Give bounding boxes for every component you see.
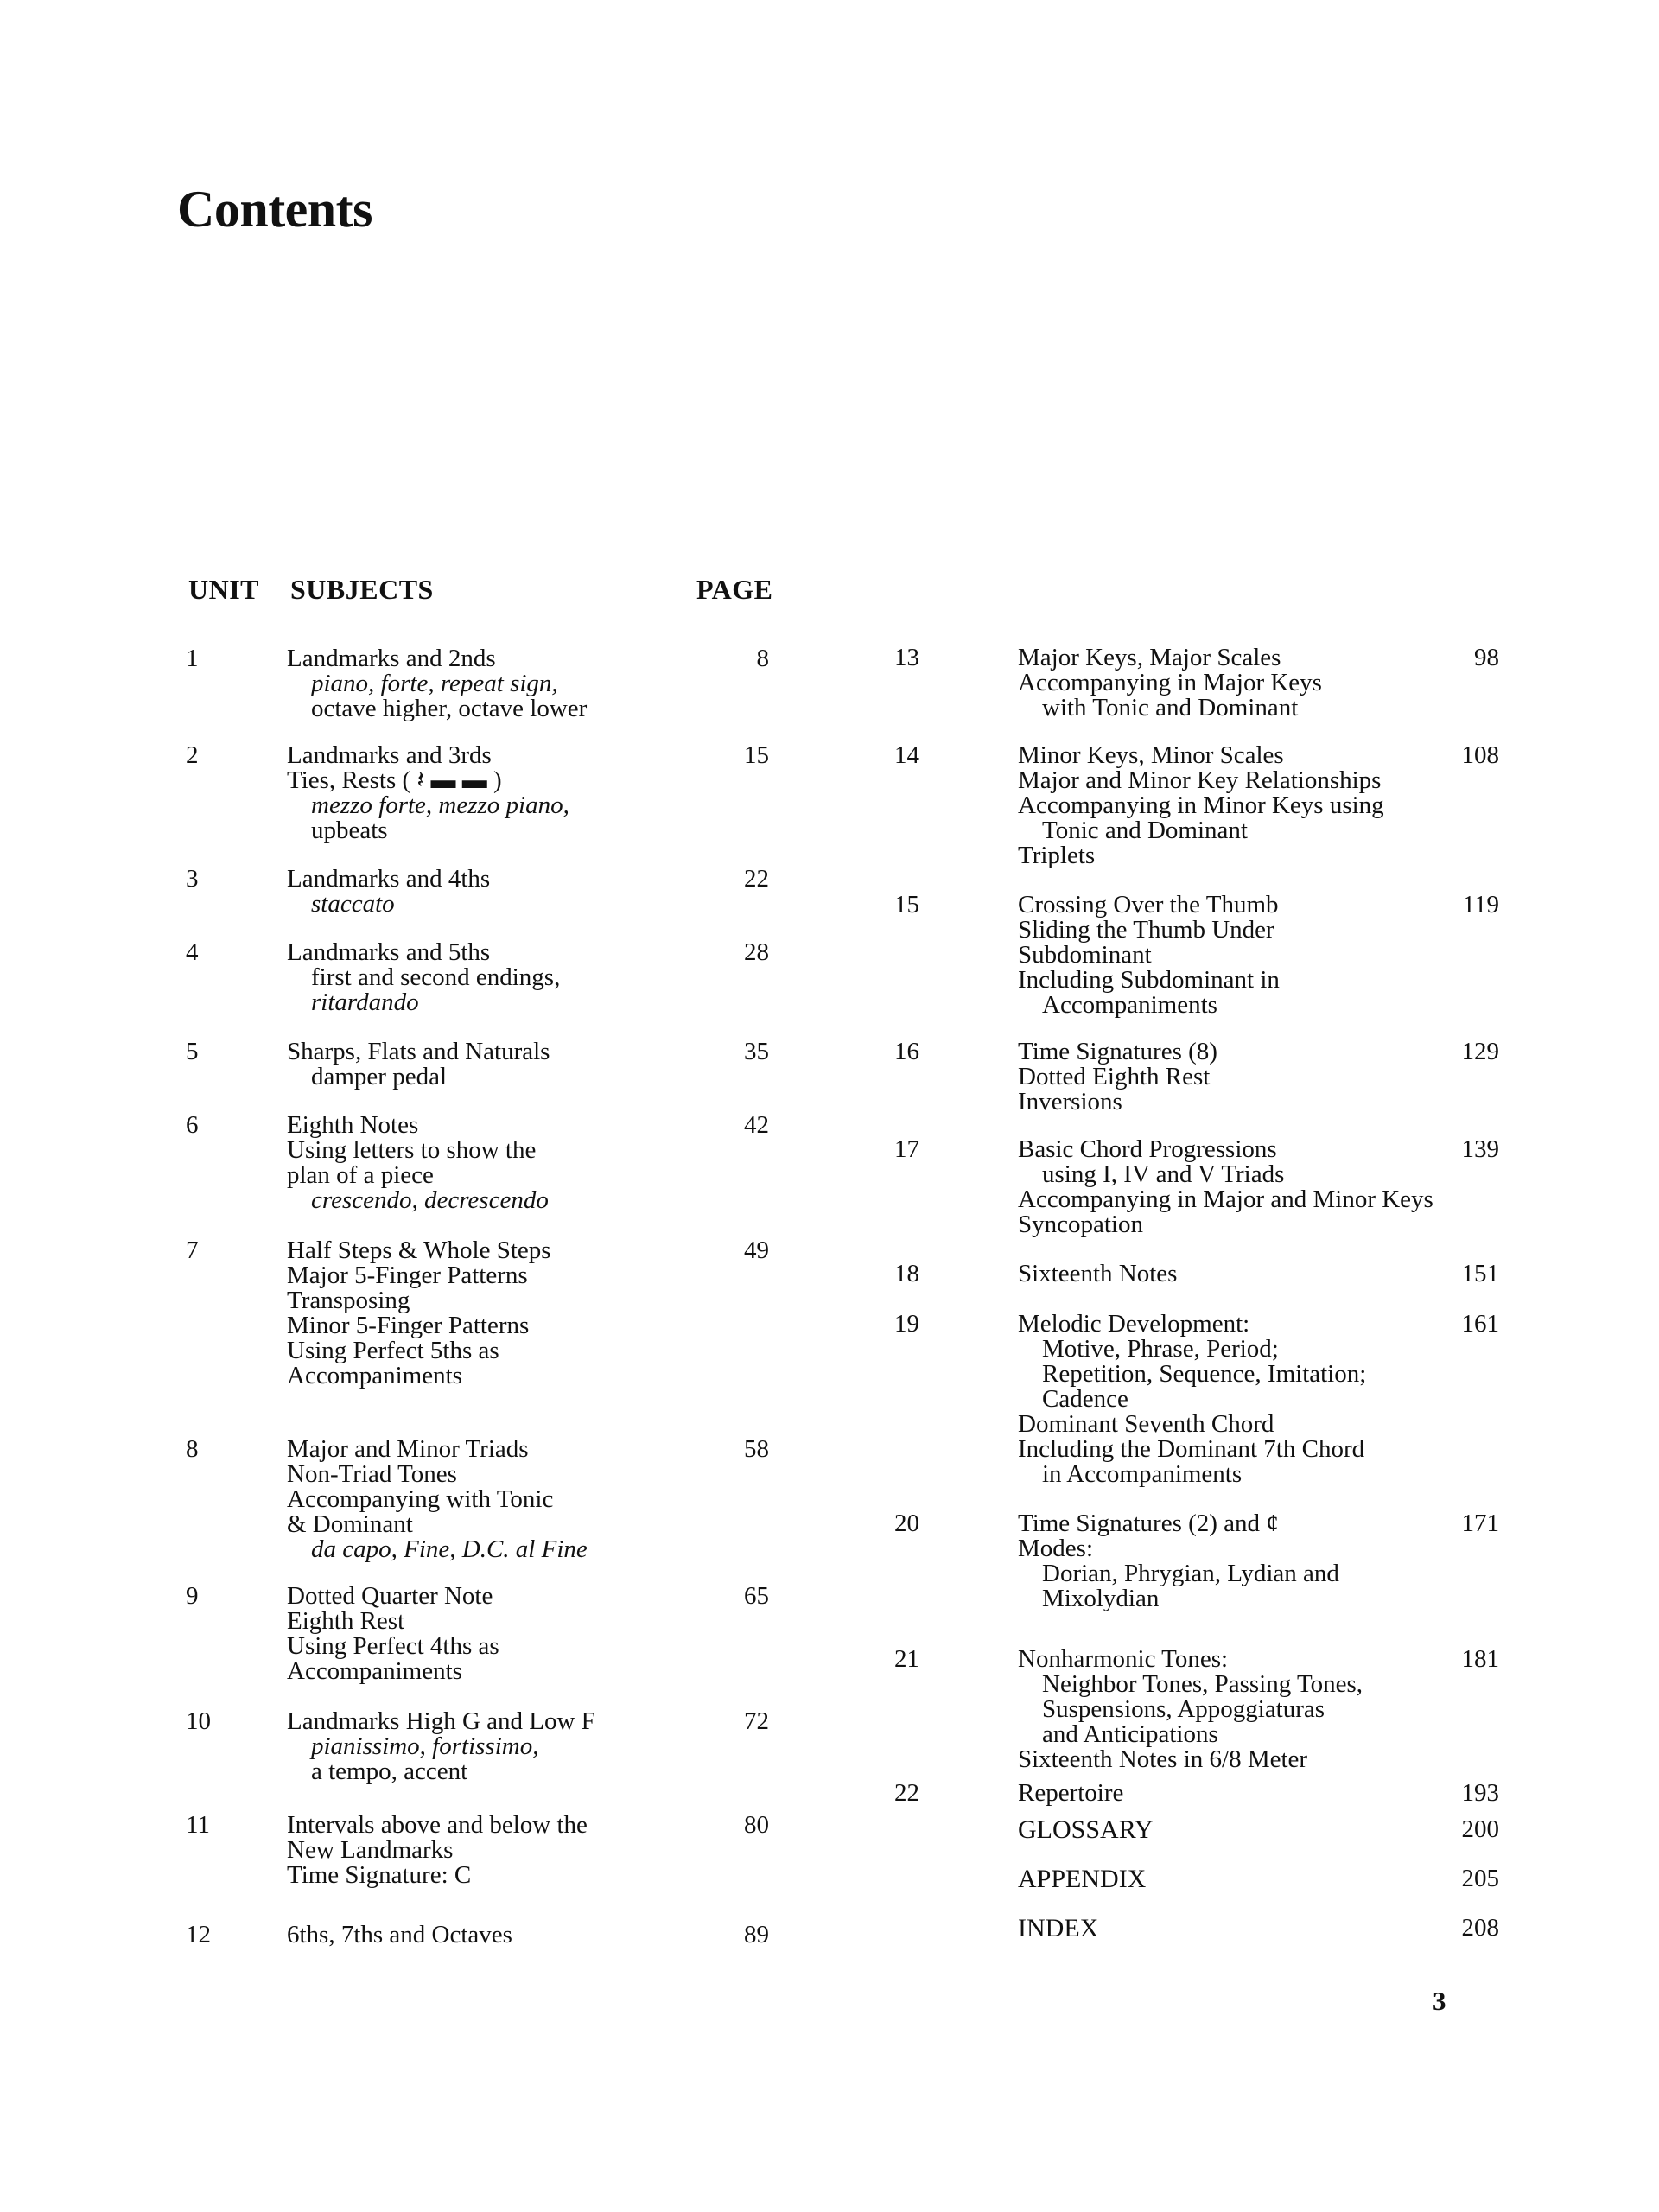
subject-line: Triplets [1018,842,1096,869]
subject-line: Transposing [287,1287,410,1314]
unit-number: 17 [894,1135,919,1163]
page-reference: 98 [1474,644,1499,671]
subject-line: Mixolydian [1042,1585,1160,1612]
toc-entry-subjects [1018,1647,1363,1772]
unit-number: 22 [894,1779,919,1807]
page-reference: 8 [756,645,769,672]
subject-line: pianissimo, fortissimo, [311,1732,539,1760]
subject-line: Using letters to show the [287,1136,537,1164]
subject-line: Accompaniments [287,1362,462,1389]
unit-number: 11 [186,1811,210,1839]
unit-number: 8 [186,1435,199,1463]
subject-line: Intervals above and below the [287,1811,588,1839]
toc-entry-subjects [287,1238,551,1389]
toc-entry-subjects [287,940,560,1015]
unit-number: 19 [894,1310,919,1338]
unit-number: 21 [894,1645,919,1673]
toc-entry-subjects [1018,1137,1433,1237]
subject-line: Sixteenth Notes [1018,1260,1178,1287]
toc-entry-subjects [287,1437,588,1562]
unit-number: 20 [894,1510,919,1537]
subject-line: Accompaniments [287,1657,462,1685]
subject-line: Including Subdominant in [1018,966,1280,994]
page-reference: 119 [1462,891,1499,918]
toc-entry-subjects [287,867,490,917]
subject-line: Repetition, Sequence, Imitation; [1042,1360,1367,1388]
page-number: 3 [1433,1986,1446,2016]
subject-line: Cadence [1042,1385,1128,1413]
page-reference: 80 [744,1811,769,1839]
toc-entry-subjects [287,1813,588,1888]
toc-entry-subjects [1018,893,1280,1018]
subject-line: a tempo, accent [311,1758,468,1785]
unit-number: 4 [186,938,199,966]
unit-number: 14 [894,741,919,769]
subject-line: Major and Minor Key Relationships [1018,766,1382,794]
page-reference: 22 [744,865,769,893]
page-title: Contents [177,181,373,238]
subject-line: APPENDIX [1018,1865,1147,1893]
subject-line: upbeats [311,817,388,844]
subject-line: Major and Minor Triads [287,1435,529,1463]
page-reference: 205 [1461,1865,1499,1892]
toc-entry-subjects [1018,1916,1098,1941]
toc-entry-subjects [1018,1511,1339,1611]
unit-number: 9 [186,1582,199,1610]
subject-line: Time Signatures (8) [1018,1038,1217,1065]
unit-number: 18 [894,1260,919,1287]
toc-entry-subjects [287,1709,595,1784]
subject-line: Minor Keys, Minor Scales [1018,741,1284,769]
subject-line: Neighbor Tones, Passing Tones, [1042,1670,1363,1698]
subject-line: Major 5-Finger Patterns [287,1262,528,1289]
subject-line: staccato [311,890,395,918]
subject-line: Half Steps & Whole Steps [287,1236,551,1264]
subject-line: da capo, Fine, D.C. al Fine [311,1535,588,1563]
subject-line: GLOSSARY [1018,1815,1154,1844]
subject-line: Inversions [1018,1088,1122,1116]
subject-line: Melodic Development: [1018,1310,1250,1338]
toc-entry-subjects [287,743,569,843]
subject-line: & Dominant [287,1510,413,1538]
subject-line: Crossing Over the Thumb [1018,891,1279,918]
subject-line: Landmarks and 4ths [287,865,491,893]
subject-line: Repertoire [1018,1779,1124,1807]
unit-number: 16 [894,1038,919,1065]
unit-number: 3 [186,865,199,893]
page-reference: 139 [1461,1135,1499,1163]
unit-number: 2 [186,741,199,769]
page-reference: 72 [744,1707,769,1735]
subject-line: Non-Triad Tones [287,1460,457,1488]
page-reference: 28 [744,938,769,966]
subject-line: INDEX [1018,1914,1099,1942]
unit-number: 5 [186,1038,199,1065]
subject-line: crescendo, decrescendo [311,1186,549,1214]
subject-line: Dorian, Phrygian, Lydian and [1042,1560,1339,1587]
page-reference: 200 [1461,1815,1499,1843]
subject-line: piano, forte, repeat sign, [311,670,558,697]
subject-line: Accompanying with Tonic [287,1485,554,1513]
page-reference: 108 [1461,741,1499,769]
toc-entry-subjects [1018,1817,1154,1842]
unit-number: 13 [894,644,919,671]
subject-line: Landmarks and 3rds [287,741,492,769]
subject-line: Modes: [1018,1535,1093,1562]
subject-line: Minor 5-Finger Patterns [287,1312,530,1339]
unit-number: 10 [186,1707,211,1735]
subject-line: Landmarks and 2nds [287,645,496,672]
subject-line: Using Perfect 4ths as [287,1632,499,1660]
page-reference: 65 [744,1582,769,1610]
subject-line: Dotted Quarter Note [287,1582,493,1610]
page-reference: 151 [1461,1260,1499,1287]
subject-line: Using Perfect 5ths as [287,1337,499,1364]
subject-line: New Landmarks [287,1836,454,1864]
unit-column-header: UNIT [188,574,260,605]
toc-entry-subjects [1018,743,1384,868]
toc-entry-subjects [287,1039,550,1090]
subject-line: and Anticipations [1042,1720,1218,1748]
page-reference: 35 [744,1038,769,1065]
subject-line: Including the Dominant 7th Chord [1018,1435,1365,1463]
toc-entry-subjects [1018,1262,1177,1287]
toc-entry-subjects [287,646,587,721]
toc-entry-subjects [1018,1866,1146,1891]
subject-line: Subdominant [1018,941,1152,969]
subject-line: Ties, Rests ( 𝄽 ▬ ▬ ) [287,766,502,794]
unit-number: 1 [186,645,199,672]
subject-line: Major Keys, Major Scales [1018,644,1281,671]
subject-line: Sliding the Thumb Under [1018,916,1274,944]
page-reference: 15 [744,741,769,769]
subject-line: Accompanying in Major Keys [1018,669,1322,696]
toc-entry-subjects [1018,1781,1123,1806]
subject-line: octave higher, octave lower [311,695,588,722]
subject-line: Dominant Seventh Chord [1018,1410,1274,1438]
toc-entry-subjects [1018,1312,1366,1487]
page-reference: 208 [1461,1914,1499,1942]
subject-line: with Tonic and Dominant [1042,694,1299,721]
toc-entry-subjects [1018,645,1322,721]
page-reference: 42 [744,1111,769,1139]
subjects-column-header: SUBJECTS [290,574,434,605]
subject-line: Dotted Eighth Rest [1018,1063,1211,1090]
subject-line: plan of a piece [287,1161,434,1189]
unit-number: 15 [894,891,919,918]
subject-line: Sharps, Flats and Naturals [287,1038,550,1065]
subject-line: Time Signature: C [287,1861,472,1889]
subject-line: mezzo forte, mezzo piano, [311,791,569,819]
subject-line: Nonharmonic Tones: [1018,1645,1229,1673]
toc-entry-subjects [1018,1039,1217,1115]
subject-line: ritardando [311,988,419,1016]
page-reference: 89 [744,1921,769,1948]
subject-line: Landmarks High G and Low F [287,1707,595,1735]
page-reference: 161 [1461,1310,1499,1338]
subject-line: Time Signatures (2) and ¢ [1018,1510,1279,1537]
page-reference: 171 [1461,1510,1499,1537]
toc-entry-subjects [287,1113,549,1213]
subject-line: first and second endings, [311,963,561,991]
subject-line: Accompanying in Major and Minor Keys [1018,1185,1433,1213]
subject-line: 6ths, 7ths and Octaves [287,1921,512,1948]
subject-line: damper pedal [311,1063,448,1090]
subject-line: Landmarks and 5ths [287,938,491,966]
unit-number: 6 [186,1111,199,1139]
page-reference: 129 [1461,1038,1499,1065]
page-reference: 49 [744,1236,769,1264]
subject-line: Syncopation [1018,1211,1143,1238]
subject-line: Basic Chord Progressions [1018,1135,1277,1163]
subject-line: Eighth Notes [287,1111,419,1139]
toc-entry-subjects [287,1923,512,1948]
subject-line: Accompaniments [1042,991,1217,1019]
subject-line: Accompanying in Minor Keys using [1018,791,1384,819]
page-reference: 193 [1461,1779,1499,1807]
toc-entry-subjects [287,1584,499,1684]
subject-line: Eighth Rest [287,1607,405,1635]
unit-number: 7 [186,1236,199,1264]
subject-line: Suspensions, Appoggiaturas [1042,1695,1325,1723]
subject-line: Motive, Phrase, Period; [1042,1335,1279,1363]
unit-number: 12 [186,1921,211,1948]
subject-line: Sixteenth Notes in 6/8 Meter [1018,1745,1308,1773]
subject-line: Tonic and Dominant [1042,817,1248,844]
page-reference: 58 [744,1435,769,1463]
subject-line: using I, IV and V Triads [1042,1160,1285,1188]
page-reference: 181 [1461,1645,1499,1673]
subject-line: in Accompaniments [1042,1460,1243,1488]
page-column-header: PAGE [696,574,773,605]
